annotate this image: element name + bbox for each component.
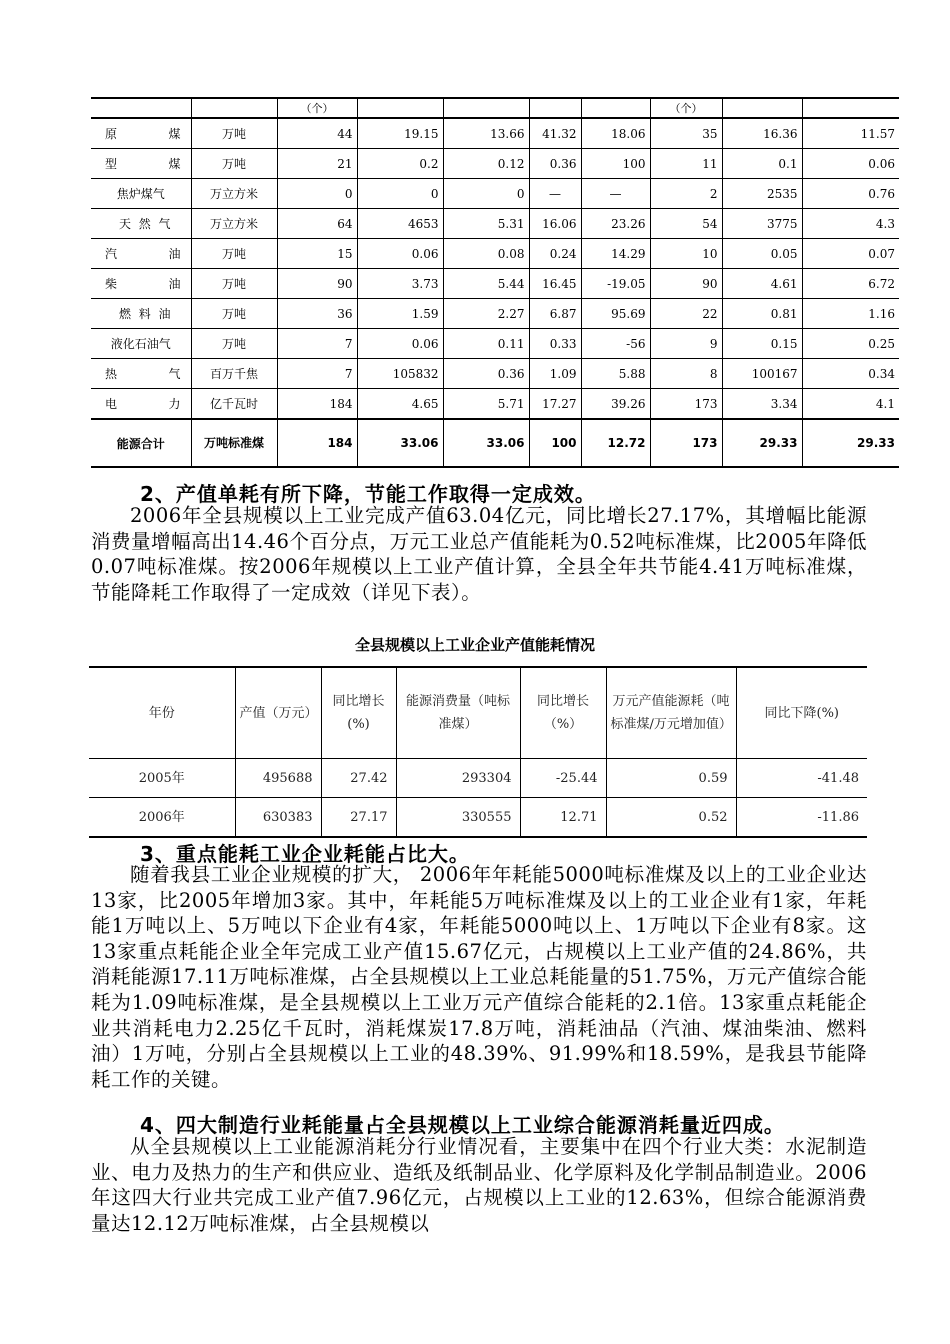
table-header-row <box>89 667 867 759</box>
table-cell: 13.66 <box>443 118 529 149</box>
section-3-heading: 3、重点能耗工业企业耗能占比大。 <box>140 842 470 866</box>
table-cell: 1.09 <box>529 359 581 389</box>
table-cell: 0.59 <box>606 759 736 798</box>
table-cell: 0 <box>357 179 443 209</box>
table-cell: 54 <box>650 209 722 239</box>
table-cell: 39.26 <box>581 389 650 420</box>
table-cell: — <box>529 179 581 209</box>
table-cell: 0.12 <box>443 149 529 179</box>
table-row <box>91 209 899 239</box>
table-cell: 4.65 <box>357 389 443 420</box>
table-cell: 3.34 <box>722 389 802 420</box>
table-cell: 6.72 <box>802 269 899 299</box>
table-row <box>91 118 899 149</box>
table-cell: 8 <box>650 359 722 389</box>
table-cell: 64 <box>277 209 357 239</box>
energy-consumption-table <box>91 97 899 468</box>
table-cell: 5.88 <box>581 359 650 389</box>
energy-name: 型煤 <box>91 149 191 179</box>
header-energy-growth: 同比增长（%） <box>520 667 606 759</box>
table-cell: 4.3 <box>802 209 899 239</box>
table-cell: 4653 <box>357 209 443 239</box>
energy-name: 柴油 <box>91 269 191 299</box>
table-cell: 2006年 <box>89 798 235 838</box>
table-total-row <box>91 419 899 467</box>
table-cell: 0.08 <box>443 239 529 269</box>
table-cell: 0 <box>443 179 529 209</box>
table-cell: 0.06 <box>802 149 899 179</box>
table-cell: 184 <box>277 419 357 467</box>
table-cell: 105832 <box>357 359 443 389</box>
energy-name: 燃料油 <box>91 299 191 329</box>
table-cell: 0.33 <box>529 329 581 359</box>
table-cell: 330555 <box>396 798 520 838</box>
energy-name: 焦炉煤气 <box>91 179 191 209</box>
table-row <box>91 149 899 179</box>
table-cell: 21 <box>277 149 357 179</box>
table-cell: 4.61 <box>722 269 802 299</box>
section-4-paragraph: 从全县规模以上工业能源消耗分行业情况看，主要集中在四个行业大类：水泥制造业、电力及热力的生产和供应业、造纸及纸制品业、化学原料及化学制品制造业。2006年这四大行业共完成工业产值7.96亿元，占规模以上工业的12.63%，但综合能源消费量达12.12万吨标准煤，占全县规模以 <box>91 1135 867 1235</box>
table-cell: 16.36 <box>722 118 802 149</box>
table-cell: 293304 <box>396 759 520 798</box>
table-cell: 1.16 <box>802 299 899 329</box>
energy-unit: 万立方米 <box>191 179 277 209</box>
table-cell: 7 <box>277 329 357 359</box>
table-cell: 0.2 <box>357 149 443 179</box>
table-cell: 3.73 <box>357 269 443 299</box>
table-cell: 17.27 <box>529 389 581 420</box>
table-cell: 29.33 <box>722 419 802 467</box>
header-decline: 同比下降(%) <box>736 667 867 759</box>
table-cell: 90 <box>277 269 357 299</box>
table-cell: 5.44 <box>443 269 529 299</box>
table-cell: 2.27 <box>443 299 529 329</box>
energy-unit: 万吨 <box>191 149 277 179</box>
energy-unit: 百万千焦 <box>191 359 277 389</box>
table-cell: 0.34 <box>802 359 899 389</box>
output-energy-table <box>89 666 867 838</box>
energy-unit: 万吨标准煤 <box>191 419 277 467</box>
unit-count-label: （个） <box>650 98 722 118</box>
energy-name: 电力 <box>91 389 191 420</box>
table-cell: 11.57 <box>802 118 899 149</box>
section-3-paragraph: 随着我县工业企业规模的扩大， 2006年年耗能5000吨标准煤及以上的工业企业达13家，比2005年增加3家。其中，年耗能5万吨标准煤及以上的工业企业有1家，年耗能1万吨以上、5万吨以下企业有4家，年耗能5000吨以上、1万吨以下企业有8家。这13家重点耗能企业全年完成工业产值15.67亿元，占规模以上工业产值的24.86%，共消耗能源17.11万吨标准煤，占全县规模以上工业总耗能量的51.75%，万元产值综合能耗为1.09吨标准煤，是全县规模以上工业万元产值综合能耗的2.1倍。13家重点耗能企业共消耗电力2.25亿千瓦时，消耗煤炭17.8万吨，消耗油品（汽油、煤油柴油、燃料油）1万吨，分别占全县规模以上工业的48.39%、91.99%和18.59%，是我县节能降耗工作的关键。 <box>91 863 867 1091</box>
table-cell: 16.06 <box>529 209 581 239</box>
table-cell: 495688 <box>235 759 321 798</box>
table-cell: 0.24 <box>529 239 581 269</box>
table-cell: 100167 <box>722 359 802 389</box>
table-cell: 2005年 <box>89 759 235 798</box>
table-cell: 95.69 <box>581 299 650 329</box>
table-cell: 184 <box>277 389 357 420</box>
table-cell: 0 <box>277 179 357 209</box>
table-row <box>89 798 867 838</box>
table-cell: 173 <box>650 419 722 467</box>
table-cell: 15 <box>277 239 357 269</box>
table-cell: 44 <box>277 118 357 149</box>
table-row <box>91 359 899 389</box>
table-cell: 27.42 <box>321 759 396 798</box>
energy-unit: 亿千瓦时 <box>191 389 277 420</box>
table-cell: 29.33 <box>802 419 899 467</box>
header-energy: 能源消费量（吨标准煤） <box>396 667 520 759</box>
table-cell: 0.06 <box>357 239 443 269</box>
section-2-heading: 2、产值单耗有所下降，节能工作取得一定成效。 <box>140 482 596 506</box>
table-row <box>91 389 899 420</box>
table-cell: 5.31 <box>443 209 529 239</box>
table-cell: 41.32 <box>529 118 581 149</box>
table-row <box>91 329 899 359</box>
table-cell: 0.52 <box>606 798 736 838</box>
table-cell: 2 <box>650 179 722 209</box>
table-cell: 2535 <box>722 179 802 209</box>
table-cell: 3775 <box>722 209 802 239</box>
table-cell: 4.1 <box>802 389 899 420</box>
table-cell: 0.76 <box>802 179 899 209</box>
table-cell: 1.59 <box>357 299 443 329</box>
table-cell: 0.07 <box>802 239 899 269</box>
table-cell: -25.44 <box>520 759 606 798</box>
table-cell: -56 <box>581 329 650 359</box>
section-2-paragraph: 2006年全县规模以上工业完成产值63.04亿元，同比增长27.17%，其增幅比能源消费量增幅高出14.46个百分点，万元工业总产值能耗为0.52吨标准煤，比2005年降低0.07吨标准煤。按2006年规模以上工业产值计算，全县全年共节能4.41万吨标准煤，节能降耗工作取得了一定成效（详见下表）。 <box>91 504 867 604</box>
table-cell: 0.36 <box>529 149 581 179</box>
table-cell: 0.05 <box>722 239 802 269</box>
table-row <box>91 299 899 329</box>
table-row <box>91 179 899 209</box>
table-cell: 27.17 <box>321 798 396 838</box>
table-row <box>91 269 899 299</box>
energy-unit: 万吨 <box>191 329 277 359</box>
table-cell: 100 <box>529 419 581 467</box>
energy-name: 汽油 <box>91 239 191 269</box>
table-caption: 全县规模以上工业企业产值能耗情况 <box>354 636 595 654</box>
table-cell: 10 <box>650 239 722 269</box>
energy-name: 天然气 <box>91 209 191 239</box>
energy-unit: 万立方米 <box>191 209 277 239</box>
table-cell: 36 <box>277 299 357 329</box>
table-cell: 0.25 <box>802 329 899 359</box>
table-cell: 6.87 <box>529 299 581 329</box>
table-cell: 0.06 <box>357 329 443 359</box>
table-cell: 23.26 <box>581 209 650 239</box>
header-year: 年份 <box>89 667 235 759</box>
table-cell: — <box>581 179 650 209</box>
energy-name: 能源合计 <box>91 419 191 467</box>
table-cell: 14.29 <box>581 239 650 269</box>
energy-unit: 万吨 <box>191 299 277 329</box>
energy-unit: 万吨 <box>191 239 277 269</box>
table-cell: 16.45 <box>529 269 581 299</box>
energy-name: 热气 <box>91 359 191 389</box>
energy-name: 原煤 <box>91 118 191 149</box>
energy-unit: 万吨 <box>191 118 277 149</box>
table-cell: 0.81 <box>722 299 802 329</box>
table-cell: 12.72 <box>581 419 650 467</box>
table-cell: 19.15 <box>357 118 443 149</box>
table-cell: 0.1 <box>722 149 802 179</box>
table-header-row <box>91 98 899 118</box>
table-cell: 33.06 <box>357 419 443 467</box>
table-cell: 35 <box>650 118 722 149</box>
header-growth: 同比增长(%) <box>321 667 396 759</box>
table-cell: 0.36 <box>443 359 529 389</box>
table-cell: -41.48 <box>736 759 867 798</box>
table-cell: 630383 <box>235 798 321 838</box>
table-row <box>89 759 867 798</box>
table-row <box>91 239 899 269</box>
energy-unit: 万吨 <box>191 269 277 299</box>
table-cell: 100 <box>581 149 650 179</box>
table-cell: 33.06 <box>443 419 529 467</box>
header-intensity: 万元产值能源耗（吨标准煤/万元增加值） <box>606 667 736 759</box>
table-cell: 9 <box>650 329 722 359</box>
table-cell: 18.06 <box>581 118 650 149</box>
table-cell: 90 <box>650 269 722 299</box>
table-cell: 5.71 <box>443 389 529 420</box>
table-cell: 22 <box>650 299 722 329</box>
energy-name: 液化石油气 <box>91 329 191 359</box>
table-cell: 173 <box>650 389 722 420</box>
table-cell: 0.15 <box>722 329 802 359</box>
header-output: 产值（万元） <box>235 667 321 759</box>
table-cell: -11.86 <box>736 798 867 838</box>
unit-count-label: （个） <box>277 98 357 118</box>
table-cell: 7 <box>277 359 357 389</box>
table-cell: 11 <box>650 149 722 179</box>
section-4-heading: 4、四大制造行业耗能量占全县规模以上工业综合能源消耗量近四成。 <box>140 1113 785 1137</box>
table-cell: 0.11 <box>443 329 529 359</box>
table-cell: -19.05 <box>581 269 650 299</box>
table-cell: 12.71 <box>520 798 606 838</box>
